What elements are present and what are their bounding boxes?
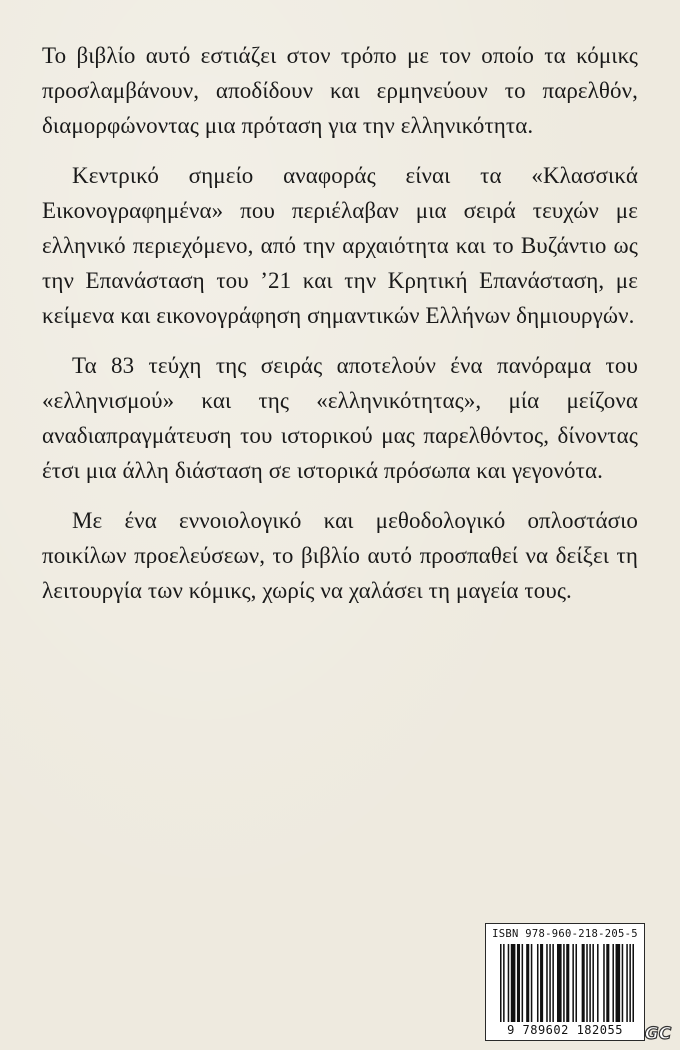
gc-watermark-logo — [641, 1019, 675, 1045]
barcode-bars-icon — [500, 944, 634, 1022]
isbn-barcode — [485, 923, 645, 1041]
blurb-paragraph-2: Κεντρικό σημείο αναφοράς είναι τα «Κλασσικά Εικονογραφημένα» που περιέλαβαν μια σειρά τευχών με ελληνικό περιεχόμενο, από την αρχαιότητα και το Βυζάντιο ως την Επανάσταση του ’21 και την Κρητική Επανάσταση, με κείμενα και εικονογράφηση σημαντικών Ελλήνων δημιουργών. — [42, 163, 638, 328]
blurb-paragraph-4: Με ένα εννοιολογικό και μεθοδολογικό οπλοστάσιο ποικίλων προελεύσεων, το βιβλίο αυτό προσπαθεί να δείξει τη λειτουργία των κόμικς, χωρίς να χαλάσει τη μαγεία τους. — [42, 508, 638, 603]
blurb-paragraph-3: Τα 83 τεύχη της σειράς αποτελούν ένα πανόραμα του «ελληνισμού» και της «ελληνικότητας», μία μείζονα αναδιαπραγμάτευση του ιστορικού μας παρελθόντος, δίνοντας έτσι μια άλλη διάσταση σε ιστορικά πρόσωπα και γεγονότα. — [42, 353, 638, 483]
isbn-label: ISBN 978-960-218-205-5 — [492, 928, 638, 940]
blurb-text — [42, 38, 638, 623]
barcode-digits: 9 789602 182055 — [507, 1023, 623, 1037]
blurb-paragraph-1: Το βιβλίο αυτό εστιάζει στον τρόπο με τον οποίο τα κόμικς προσλαμβάνουν, αποδίδουν και ερμηνεύουν το παρελθόν, διαμορφώνοντας μια πρόταση για την ελληνικότητα. — [42, 43, 638, 138]
watermark-text: GC — [644, 1024, 672, 1044]
